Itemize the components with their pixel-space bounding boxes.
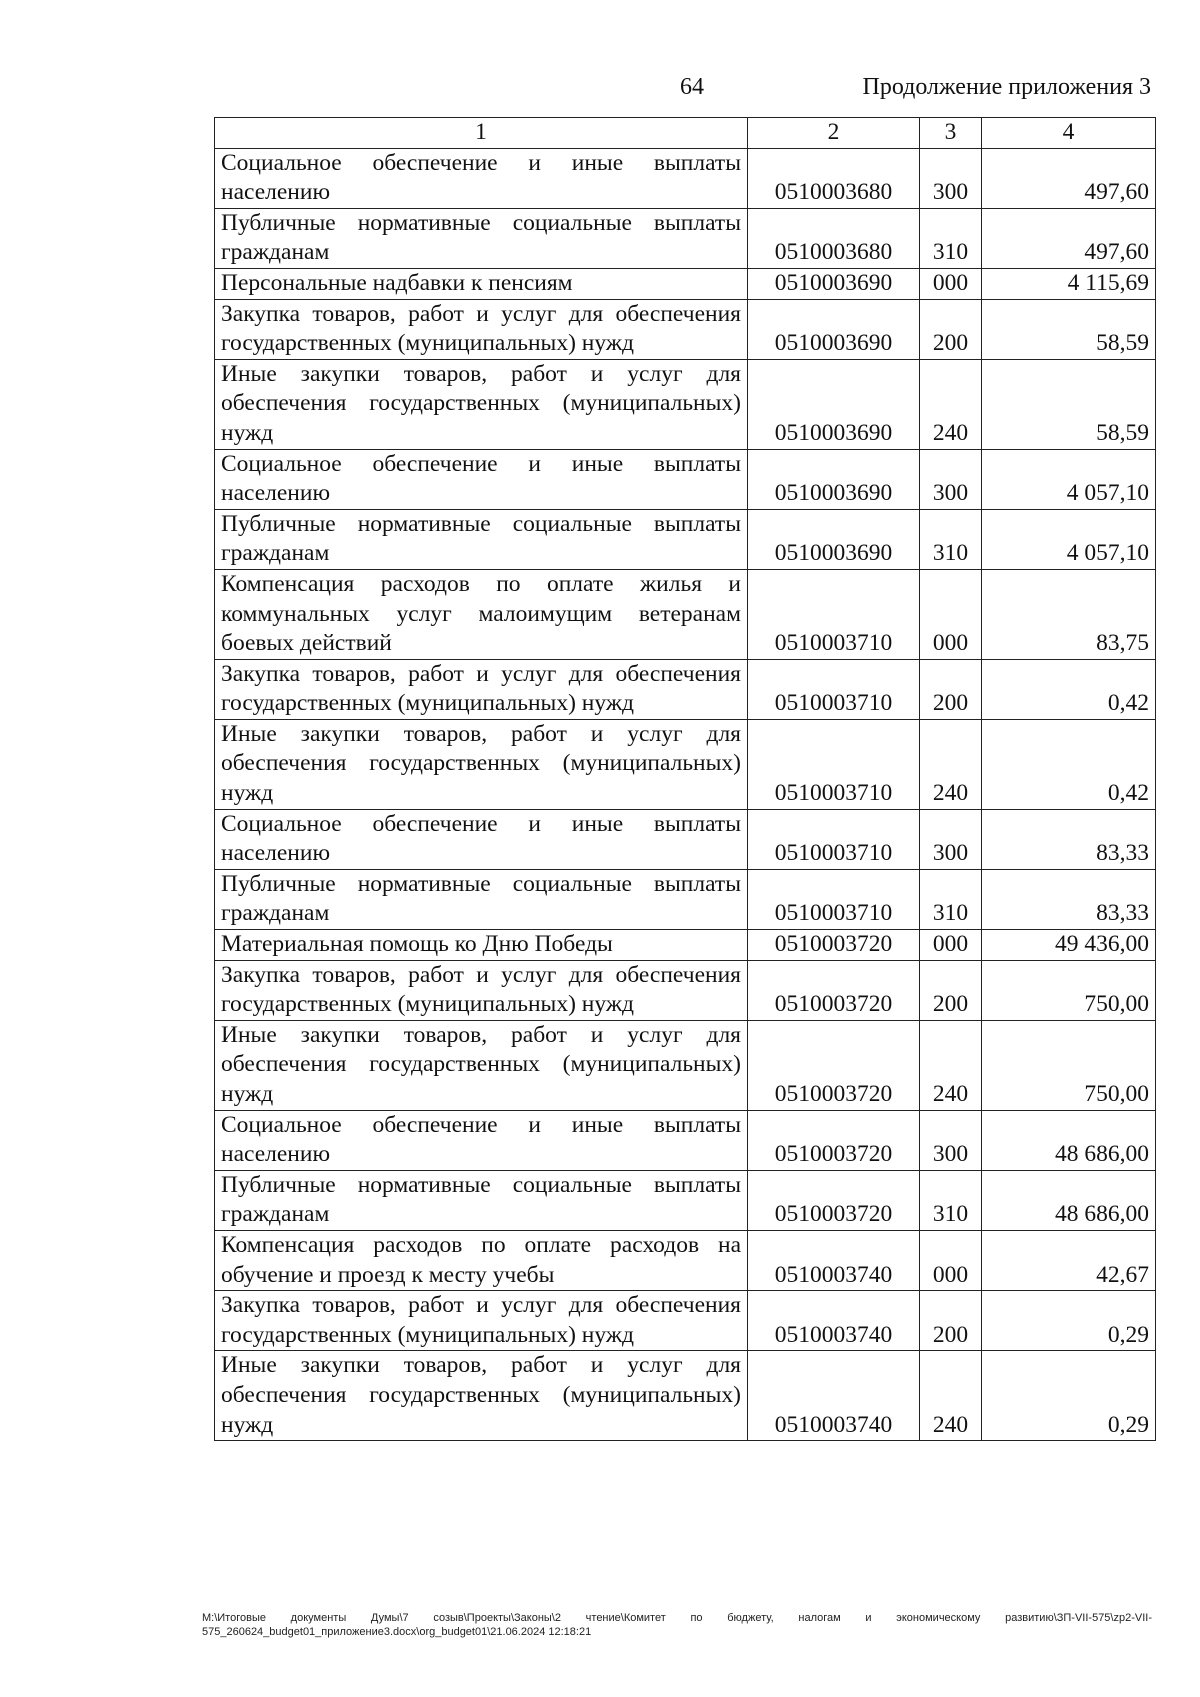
row-type: 300: [920, 148, 982, 208]
table-header-row: [215, 118, 1156, 149]
row-code: 0510003720: [748, 1110, 920, 1170]
table-row: [215, 809, 1156, 869]
table-row: [215, 299, 1156, 359]
table-row: [215, 869, 1156, 929]
row-amount: 49 436,00: [982, 930, 1156, 961]
table-row: [215, 960, 1156, 1020]
column-header-3: 3: [920, 118, 982, 149]
table-row: [215, 359, 1156, 449]
row-code: 0510003710: [748, 809, 920, 869]
row-name: Иные закупки товаров, работ и услуг для обеспечения государственных (муниципальных) нужд: [215, 1351, 748, 1441]
row-amount: 83,33: [982, 869, 1156, 929]
row-name: Материальная помощь ко Дню Победы: [215, 930, 748, 961]
footer-file-path: M:\Итоговые документы Думы\7 созыв\Проекты\Законы\2 чтение\Комитет по бюджету, налогам и экономическому развитию\ЗП-VII-575\zp2-VII-575_260624_budget01_приложение3.docx\org_budget01\21.06.2024 12:18:21: [202, 1612, 1152, 1638]
row-code: 0510003690: [748, 449, 920, 509]
table-row: [215, 1110, 1156, 1170]
row-type: 310: [920, 869, 982, 929]
row-amount: 0,42: [982, 659, 1156, 719]
table-row: [215, 148, 1156, 208]
table-row: [215, 1351, 1156, 1441]
row-code: 0510003720: [748, 1170, 920, 1230]
budget-table: [214, 117, 1156, 1441]
column-header-2: 2: [748, 118, 920, 149]
row-amount: 497,60: [982, 148, 1156, 208]
column-header-4: 4: [982, 118, 1156, 149]
row-name: Закупка товаров, работ и услуг для обеспечения государственных (муниципальных) нужд: [215, 1291, 748, 1351]
row-code: 0510003740: [748, 1291, 920, 1351]
row-name: Иные закупки товаров, работ и услуг для обеспечения государственных (муниципальных) нужд: [215, 719, 748, 809]
row-code: 0510003710: [748, 569, 920, 659]
table-row: [215, 268, 1156, 299]
table-row: [215, 930, 1156, 961]
row-name: Публичные нормативные социальные выплаты гражданам: [215, 869, 748, 929]
row-code: 0510003690: [748, 299, 920, 359]
table-row: [215, 1291, 1156, 1351]
row-code: 0510003690: [748, 509, 920, 569]
table-row: [215, 509, 1156, 569]
row-type: 310: [920, 1170, 982, 1230]
row-code: 0510003710: [748, 869, 920, 929]
row-code: 0510003720: [748, 1020, 920, 1110]
row-code: 0510003690: [748, 268, 920, 299]
row-name: Компенсация расходов по оплате расходов на обучение и проезд к месту учебы: [215, 1230, 748, 1290]
row-type: 200: [920, 1291, 982, 1351]
table-row: [215, 208, 1156, 268]
row-code: 0510003690: [748, 359, 920, 449]
row-amount: 48 686,00: [982, 1110, 1156, 1170]
row-type: 000: [920, 569, 982, 659]
row-amount: 4 057,10: [982, 449, 1156, 509]
row-name: Социальное обеспечение и иные выплаты населению: [215, 148, 748, 208]
table-row: [215, 449, 1156, 509]
row-code: 0510003710: [748, 659, 920, 719]
row-type: 240: [920, 719, 982, 809]
row-code: 0510003740: [748, 1230, 920, 1290]
row-name: Социальное обеспечение и иные выплаты населению: [215, 809, 748, 869]
row-code: 0510003680: [748, 148, 920, 208]
page-number: 64: [680, 74, 704, 100]
row-amount: 750,00: [982, 960, 1156, 1020]
table-row: [215, 719, 1156, 809]
row-amount: 58,59: [982, 359, 1156, 449]
row-name: Закупка товаров, работ и услуг для обеспечения государственных (муниципальных) нужд: [215, 659, 748, 719]
row-amount: 0,42: [982, 719, 1156, 809]
row-type: 310: [920, 208, 982, 268]
row-amount: 0,29: [982, 1291, 1156, 1351]
row-amount: 83,33: [982, 809, 1156, 869]
row-name: Компенсация расходов по оплате жилья и коммунальных услуг малоимущим ветеранам боевых действий: [215, 569, 748, 659]
table-row: [215, 1170, 1156, 1230]
row-type: 240: [920, 1351, 982, 1441]
row-amount: 497,60: [982, 208, 1156, 268]
row-type: 240: [920, 359, 982, 449]
row-type: 240: [920, 1020, 982, 1110]
row-amount: 4 057,10: [982, 509, 1156, 569]
row-type: 300: [920, 449, 982, 509]
row-name: Иные закупки товаров, работ и услуг для обеспечения государственных (муниципальных) нужд: [215, 1020, 748, 1110]
table-row: [215, 569, 1156, 659]
row-name: Персональные надбавки к пенсиям: [215, 268, 748, 299]
row-type: 200: [920, 960, 982, 1020]
row-type: 200: [920, 299, 982, 359]
row-code: 0510003720: [748, 930, 920, 961]
row-amount: 83,75: [982, 569, 1156, 659]
row-amount: 42,67: [982, 1230, 1156, 1290]
row-code: 0510003710: [748, 719, 920, 809]
row-amount: 0,29: [982, 1351, 1156, 1441]
row-amount: 750,00: [982, 1020, 1156, 1110]
row-type: 000: [920, 1230, 982, 1290]
table-row: [215, 1230, 1156, 1290]
row-name: Социальное обеспечение и иные выплаты населению: [215, 449, 748, 509]
table-row: [215, 659, 1156, 719]
row-type: 200: [920, 659, 982, 719]
row-name: Иные закупки товаров, работ и услуг для обеспечения государственных (муниципальных) нужд: [215, 359, 748, 449]
row-type: 000: [920, 930, 982, 961]
row-type: 310: [920, 509, 982, 569]
table-row: [215, 1020, 1156, 1110]
row-amount: 4 115,69: [982, 268, 1156, 299]
row-amount: 48 686,00: [982, 1170, 1156, 1230]
column-header-1: 1: [215, 118, 748, 149]
row-name: Публичные нормативные социальные выплаты гражданам: [215, 208, 748, 268]
row-code: 0510003720: [748, 960, 920, 1020]
row-type: 300: [920, 1110, 982, 1170]
row-code: 0510003740: [748, 1351, 920, 1441]
row-type: 000: [920, 268, 982, 299]
row-name: Закупка товаров, работ и услуг для обеспечения государственных (муниципальных) нужд: [215, 960, 748, 1020]
row-code: 0510003680: [748, 208, 920, 268]
row-name: Социальное обеспечение и иные выплаты населению: [215, 1110, 748, 1170]
table-body: [215, 148, 1156, 1441]
row-name: Закупка товаров, работ и услуг для обеспечения государственных (муниципальных) нужд: [215, 299, 748, 359]
row-type: 300: [920, 809, 982, 869]
row-amount: 58,59: [982, 299, 1156, 359]
row-name: Публичные нормативные социальные выплаты гражданам: [215, 509, 748, 569]
continuation-label: Продолжение приложения 3: [862, 74, 1151, 100]
row-name: Публичные нормативные социальные выплаты гражданам: [215, 1170, 748, 1230]
